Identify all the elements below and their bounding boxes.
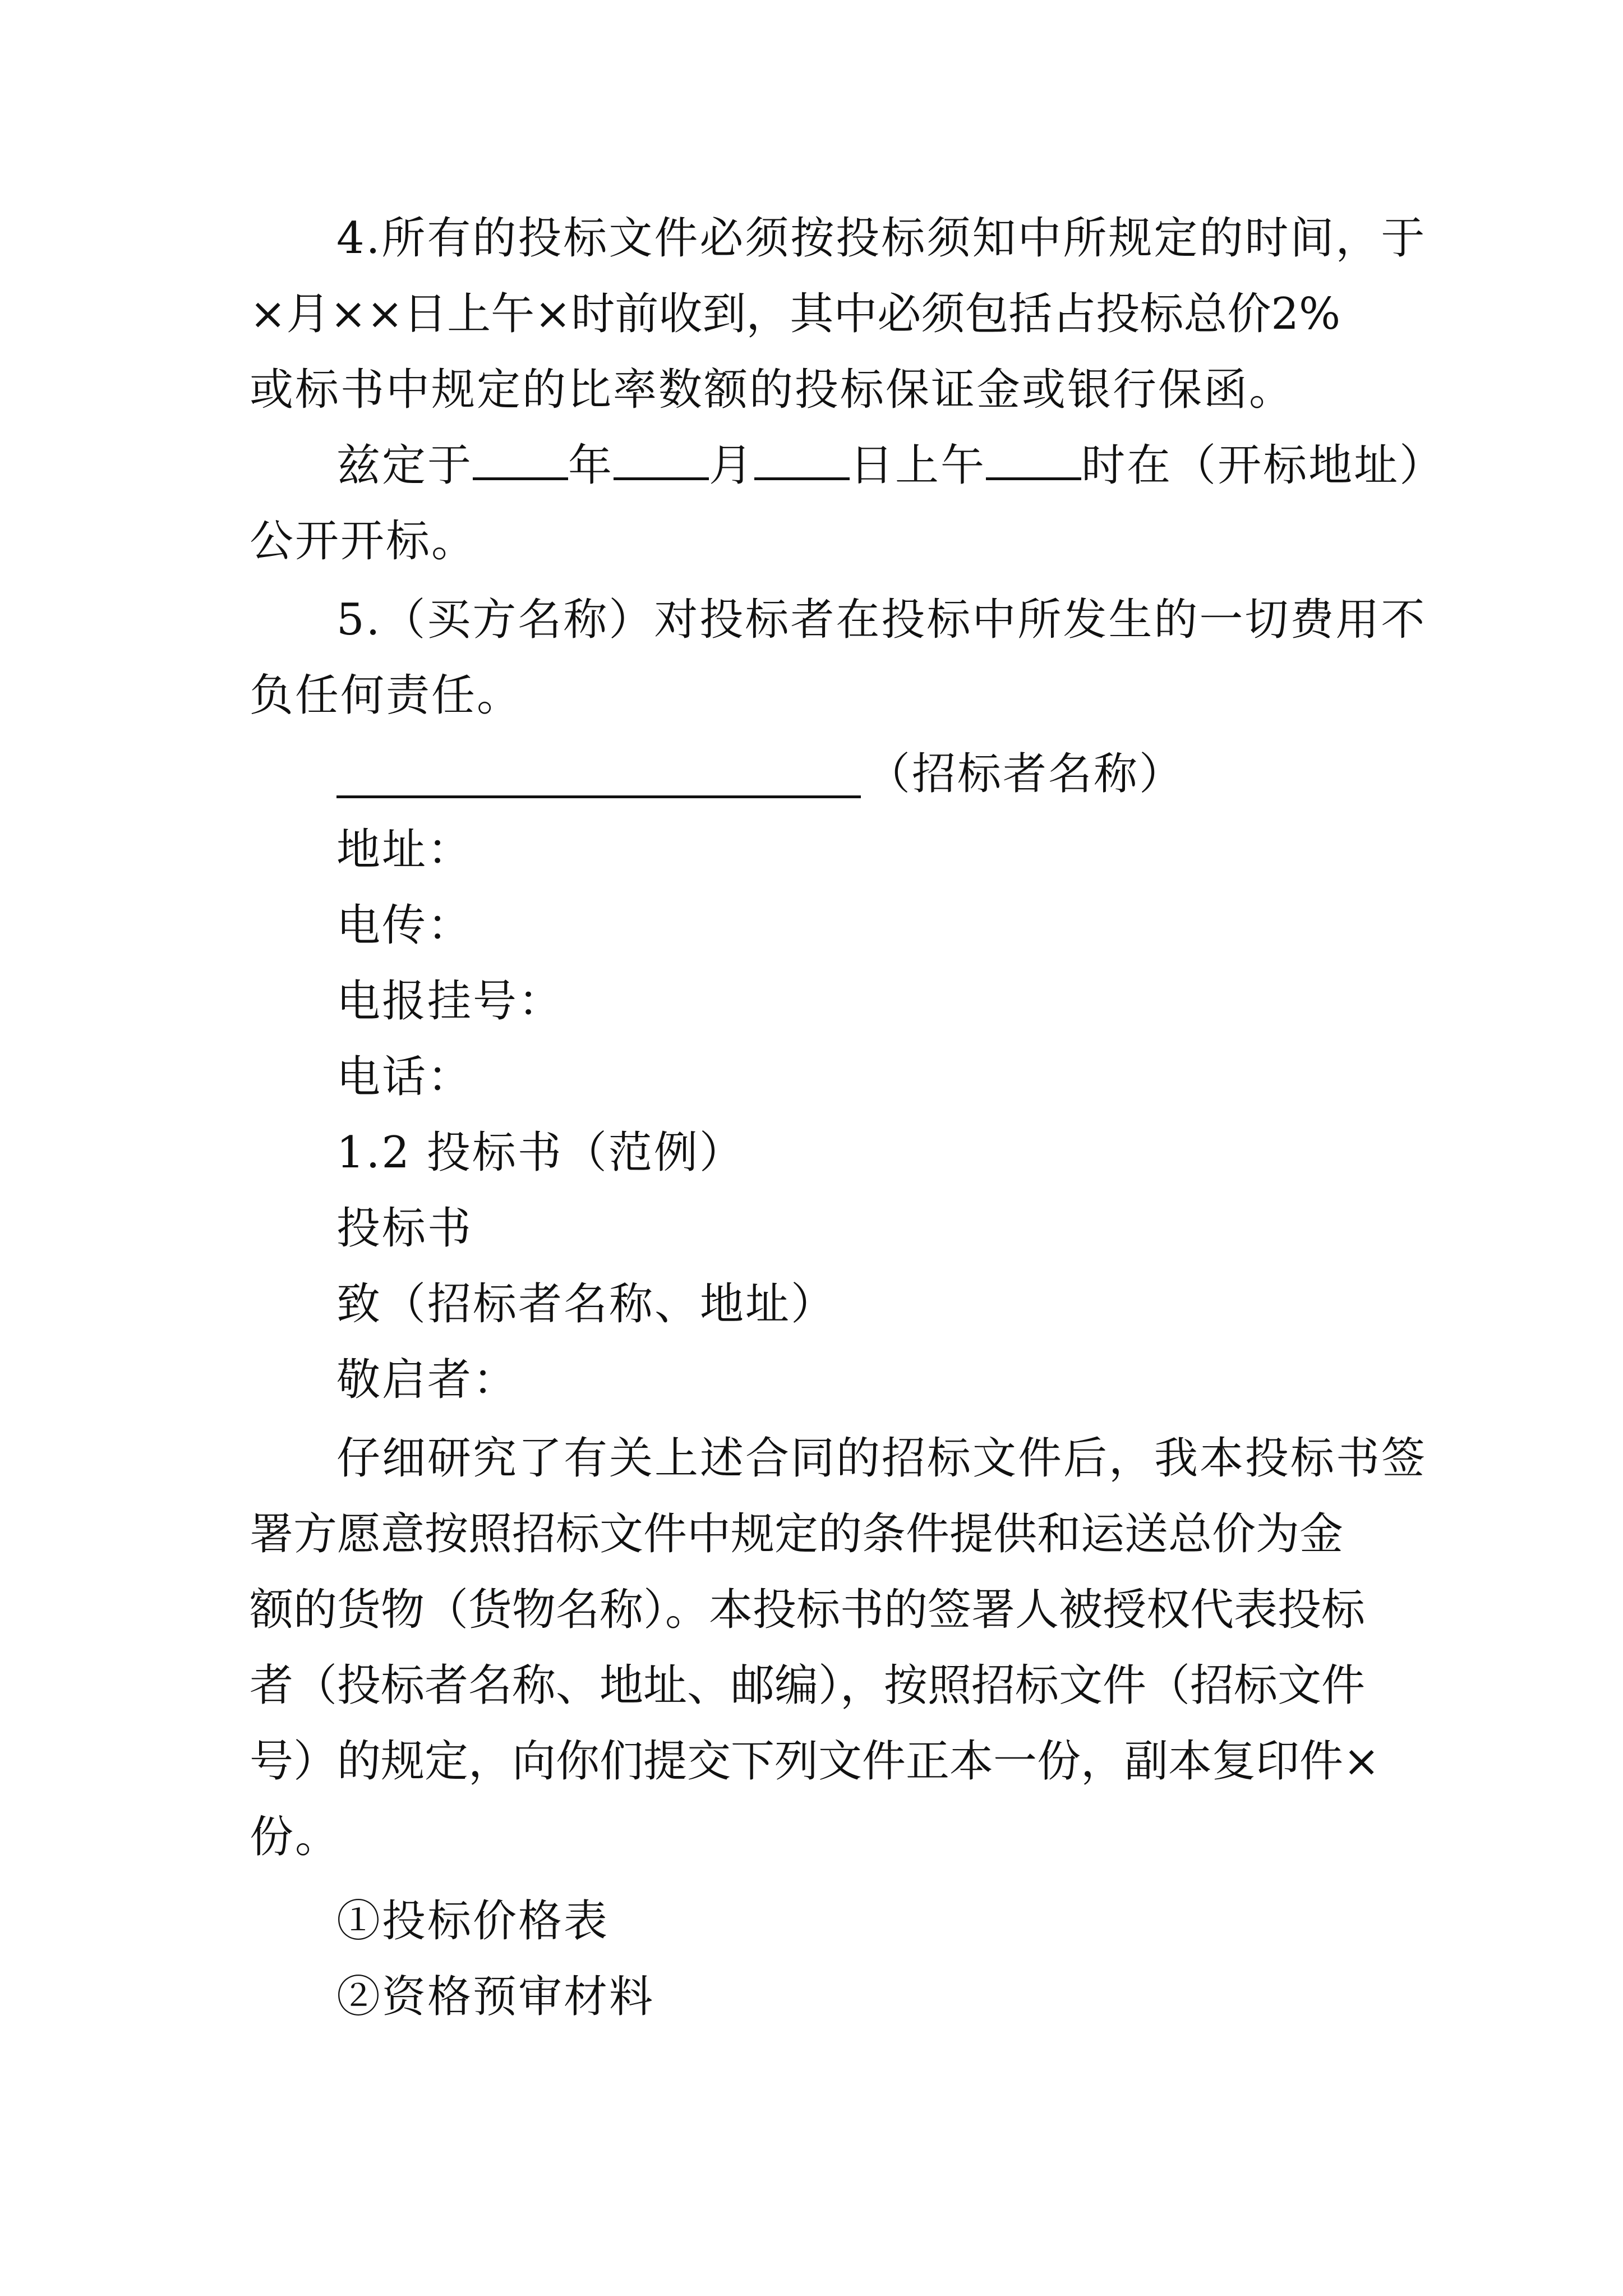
addressee-line: 致（招标者名称、地址） bbox=[336, 1279, 837, 1329]
date-blank-day bbox=[754, 444, 850, 480]
opening-line2: 公开开标。 bbox=[250, 516, 477, 567]
body-line3 bbox=[250, 1582, 1388, 1638]
fax-label: 电传： bbox=[336, 900, 473, 951]
body-line2 bbox=[250, 1506, 1388, 1562]
salutation: 敬启者： bbox=[336, 1355, 519, 1405]
signature-blank-line bbox=[336, 795, 861, 798]
list-item-1: ①投标价格表 bbox=[336, 1896, 610, 1947]
opening-text-4: 日上午 bbox=[850, 440, 986, 491]
opening-text-3: 月 bbox=[709, 440, 755, 491]
tenderer-name-label: （招标者名称） bbox=[866, 749, 1185, 799]
date-blank-month bbox=[614, 444, 709, 480]
item4-line1: 4.所有的投标文件必须按投标须知中所规定的时间，于 bbox=[336, 213, 1427, 264]
opening-text-1: 兹定于 bbox=[336, 440, 473, 491]
opening-text-2: 年 bbox=[568, 440, 614, 491]
item4-line3: 或标书中规定的比率数额的投标保证金或银行保函。 bbox=[250, 365, 1295, 415]
body-line6: 份。 bbox=[250, 1812, 341, 1862]
phone-label: 电话： bbox=[336, 1052, 473, 1102]
list-item-2: ②资格预审材料 bbox=[336, 1972, 655, 2022]
opening-line1 bbox=[336, 438, 1445, 494]
body-line5-text: 号）的规定，向你们提交下列文件正本一份，副本复印件× bbox=[250, 1736, 1380, 1787]
body-line5 bbox=[250, 1733, 1388, 1789]
bid-letter-title: 投标书 bbox=[336, 1203, 473, 1254]
body-line4-text: 者（投标者名称、地址、邮编），按照招标文件（招标文件 bbox=[250, 1660, 1366, 1711]
address-label: 地址： bbox=[336, 825, 473, 875]
item5-line2: 负任何责任。 bbox=[250, 670, 523, 721]
date-blank-hour bbox=[986, 444, 1081, 480]
body-line2-text: 署方愿意按照招标文件中规定的条件提供和运送总价为金 bbox=[250, 1509, 1344, 1559]
item5-line1: 5.（买方名称）对投标者在投标中所发生的一切费用不 bbox=[336, 595, 1427, 645]
opening-text-5: 时在（开标地址） bbox=[1081, 440, 1445, 491]
body-line3-text: 额的货物（货物名称）。本投标书的签署人被授权代表投标 bbox=[250, 1585, 1366, 1635]
date-blank-year bbox=[473, 444, 568, 480]
item4-line2 bbox=[250, 286, 1388, 342]
item4-line2-text: ×月××日上午×时前收到，其中必须包括占投标总价2% bbox=[250, 289, 1341, 339]
section-heading: 1.2 投标书（范例） bbox=[336, 1128, 745, 1178]
body-line4 bbox=[250, 1658, 1388, 1714]
telegram-label: 电报挂号： bbox=[336, 976, 564, 1027]
body-line1: 仔细研究了有关上述合同的招标文件后，我本投标书签 bbox=[336, 1433, 1427, 1484]
